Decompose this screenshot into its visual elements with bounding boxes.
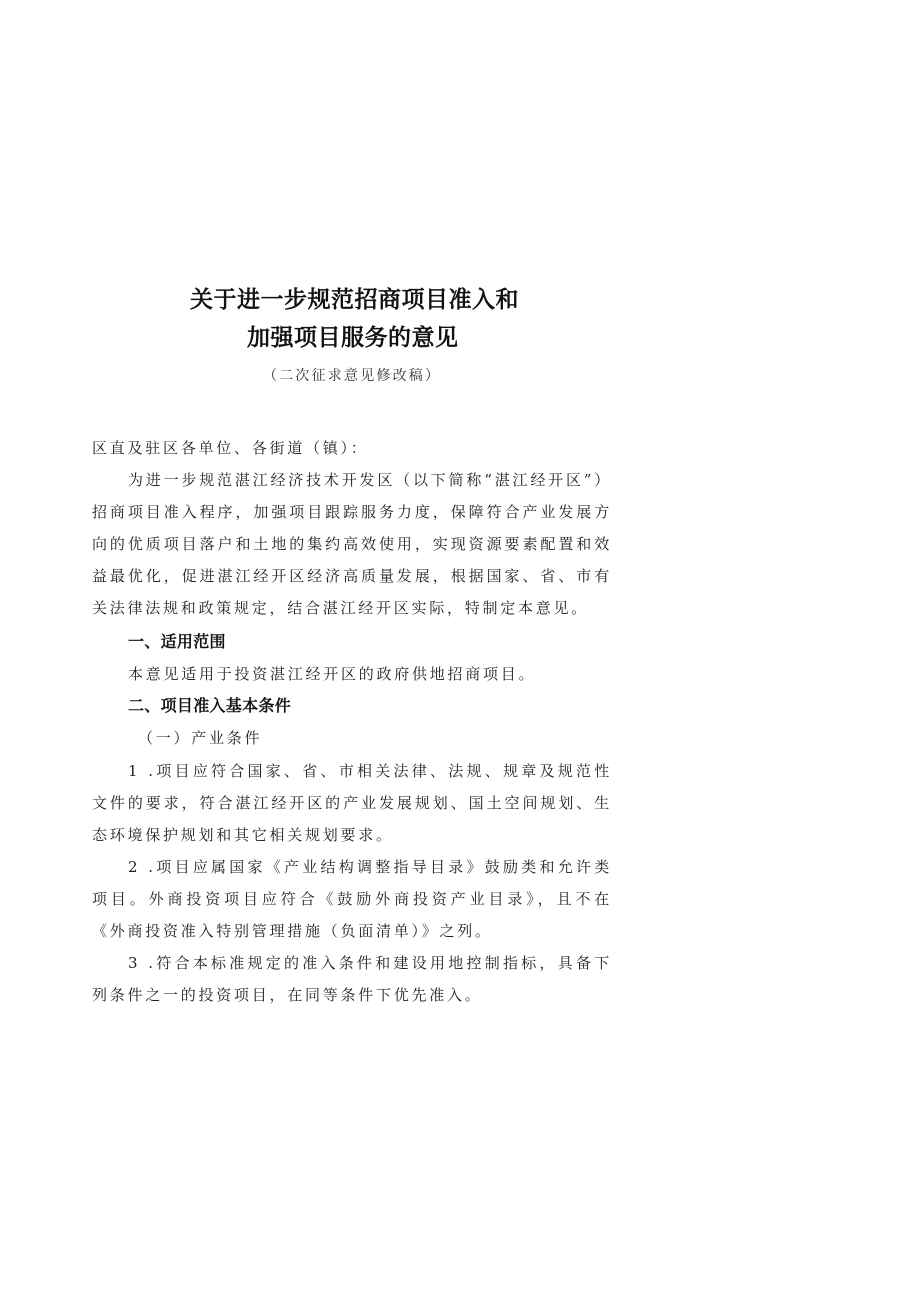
list-item: 2 .项目应属国家《产业结构调整指导目录》鼓励类和允许类项目。外商投资项目应符合《鼓励外商投资产业目录》，且不在《外商投资准入特别管理措施（负面清单）》之列。 [92, 858, 612, 940]
section-1-heading: 一、适用范围 [128, 632, 226, 651]
section-1-body: 本意见适用于投资湛江经开区的政府供地招商项目。 [128, 665, 537, 683]
subsection-1-heading: （一）产业条件 [138, 729, 263, 747]
preamble-paragraph: 为进一步规范湛江经济技术开发区（以下简称“湛江经开区”）招商项目准入程序，加强项目跟踪服务力度，保障符合产业发展方向的优质项目落户和土地的集约高效使用，实现资源要素配置和效益最优化，促进湛江经开区经济高质量发展，根据国家、省、市有关法律法规和政策规定，结合湛江经开区实际，特制定本意见。 [92, 471, 612, 617]
list-item: 3 .符合本标准规定的准入条件和建设用地控制指标，具备下列条件之一的投资项目，在同等条件下优先准入。 [92, 954, 612, 1004]
list-item: 1 .项目应符合国家、省、市相关法律、法规、规章及规范性文件的要求，符合湛江经开区的产业发展规划、国土空间规划、生态环境保护规划和其它相关规划要求。 [92, 762, 612, 844]
document-subtitle: （二次征求意见修改稿） [263, 368, 442, 384]
document-title-line-2: 加强项目服务的意见 [247, 325, 459, 351]
section-2-heading: 二、项目准入基本条件 [128, 696, 292, 715]
document-title-line-1: 关于进一步规范招商项目准入和 [190, 287, 519, 313]
salutation: 区直及驻区各单位、各街道（镇）： [92, 439, 369, 457]
